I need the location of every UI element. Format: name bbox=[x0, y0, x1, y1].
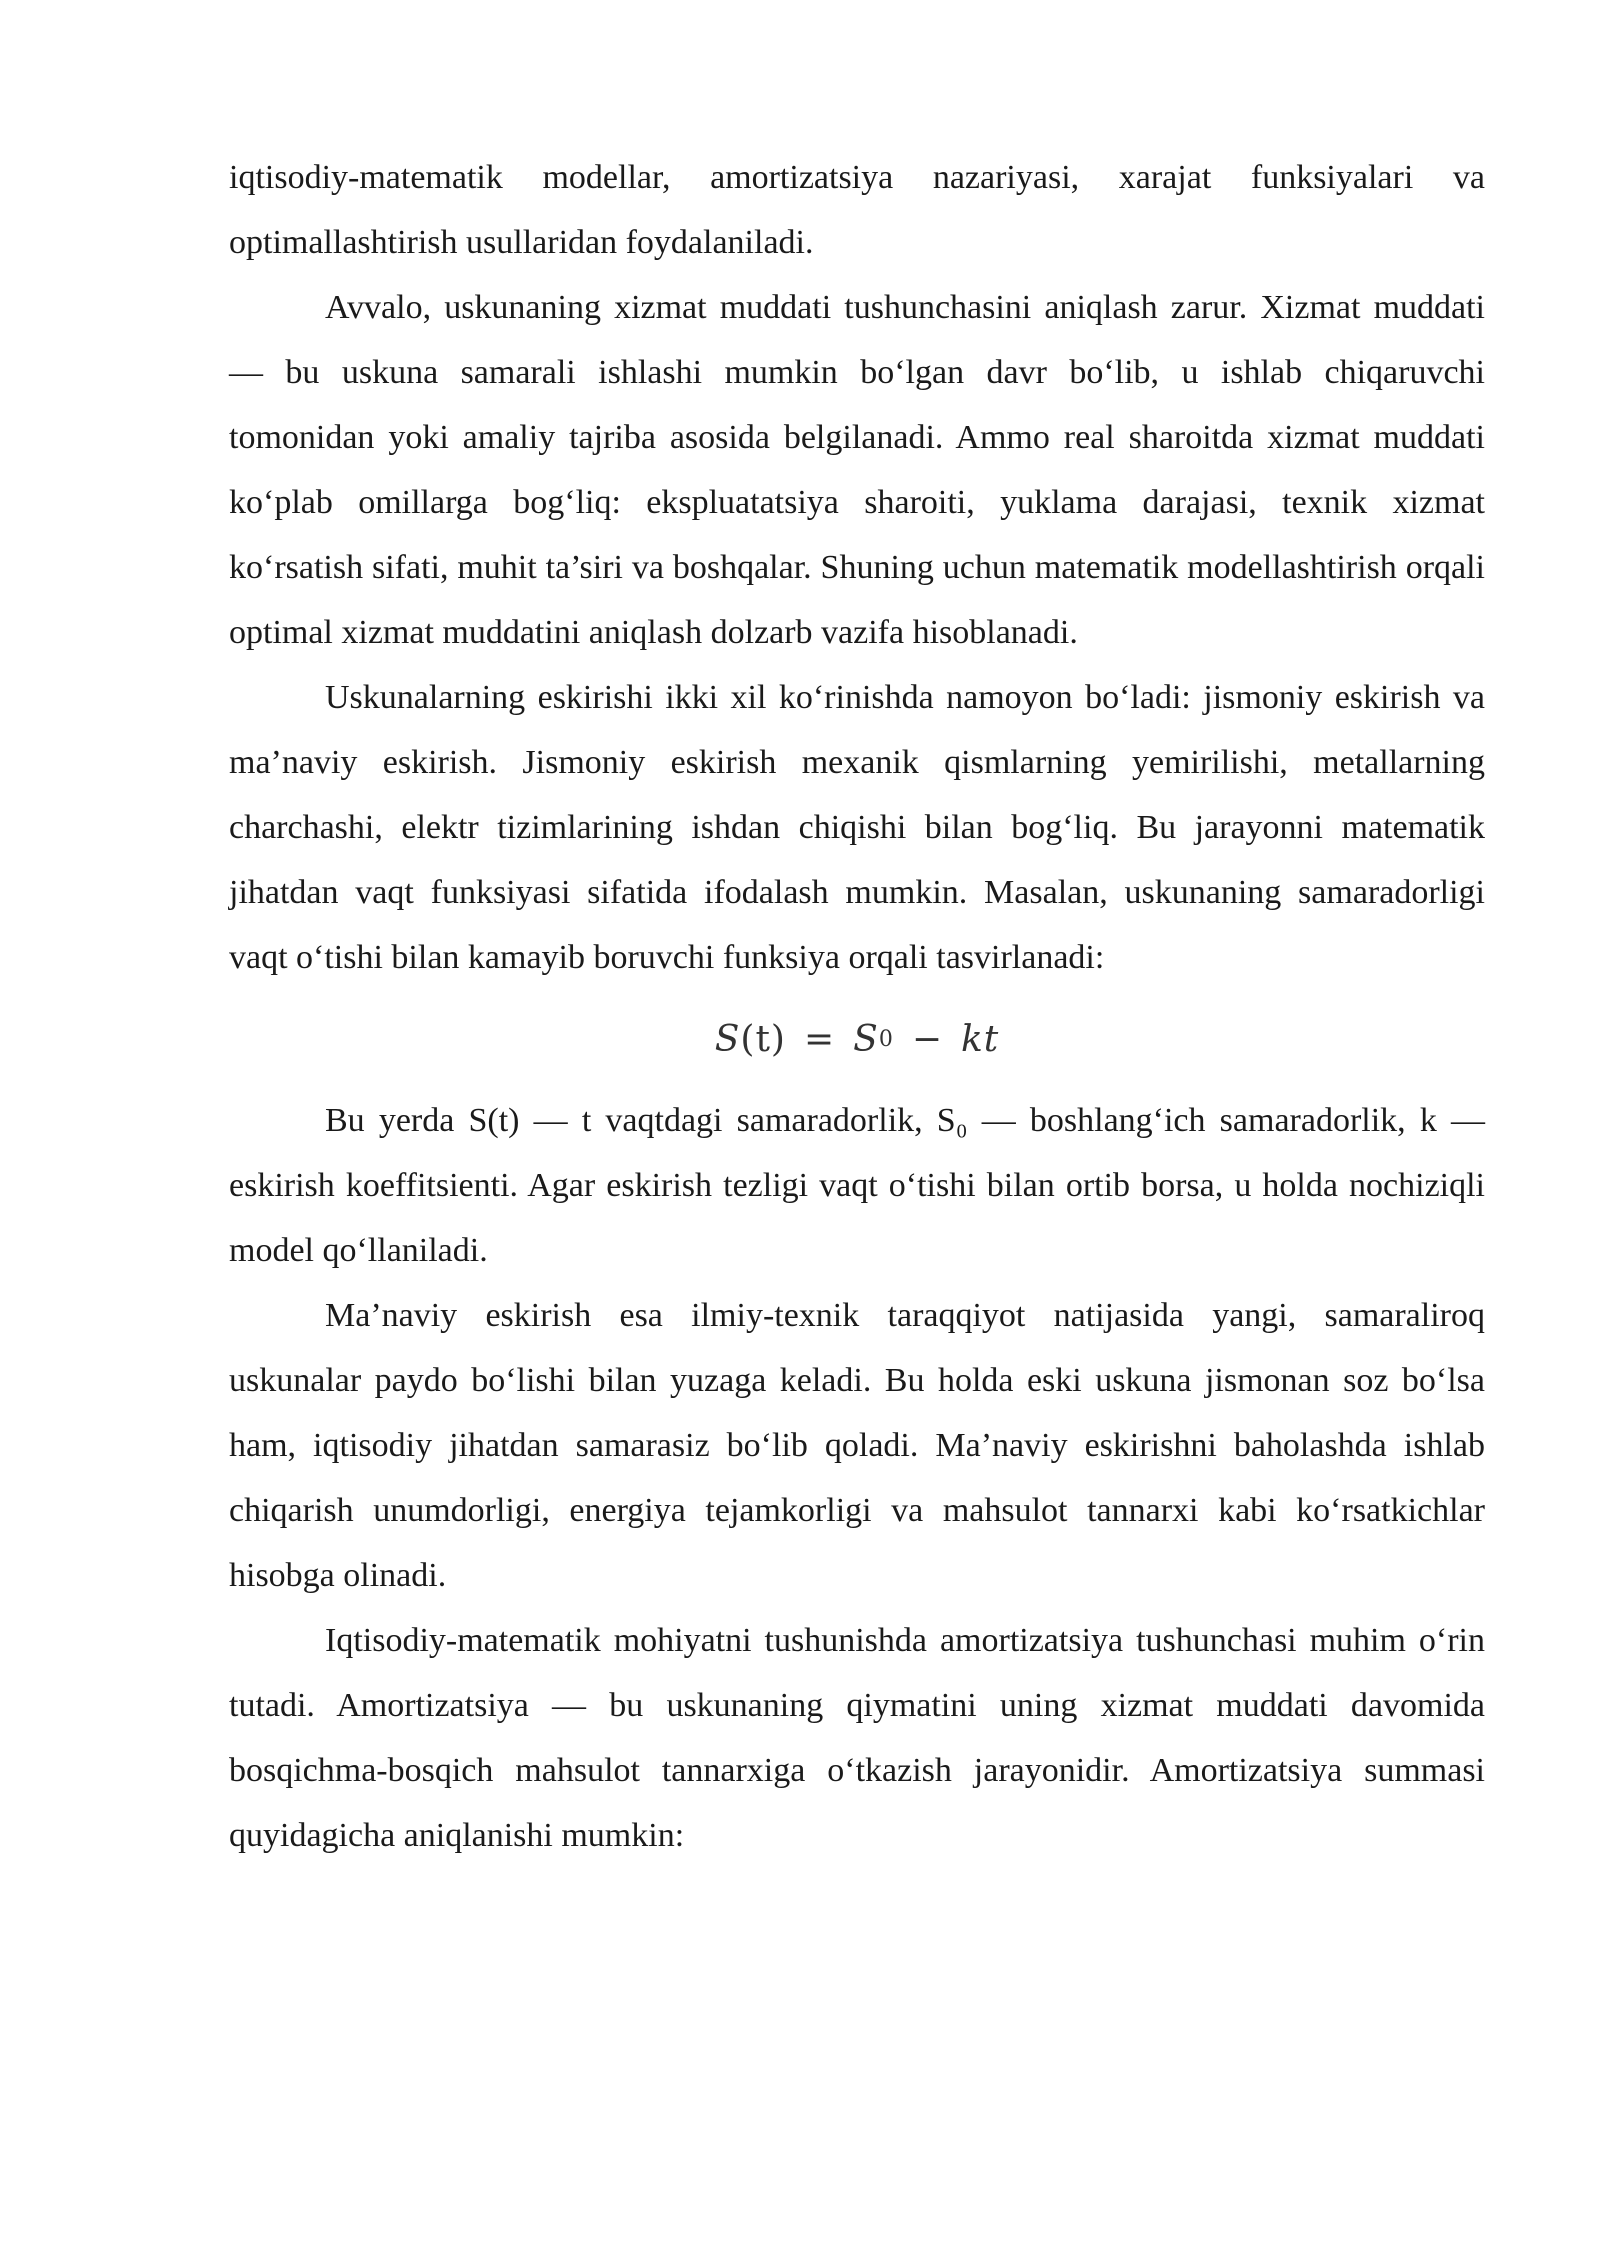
paragraph-wear-types: Uskunalarning eskirishi ikki xil ko‘rinishda namoyon bo‘ladi: jismoniy eskirish va ma’naviy eskirish. Jismoniy eskirish mexanik qismlarning yemirilishi, metallarning charchashi, elektr tizimlarining ishdan chiqishi bilan bog‘liq. Bu jarayonni matematik jihatdan vaqt funksiyasi sifatida ifodalash mumkin. Masalan, uskunaning samaradorligi vaqt o‘tishi bilan kamayib boruvchi funksiya orqali tasvirlanadi: bbox=[229, 679, 1485, 976]
formula-lhs-arg: (t) bbox=[740, 1018, 786, 1060]
formula-rhs-subscript: 0 bbox=[878, 1026, 894, 1052]
formula-equals: = bbox=[803, 1018, 836, 1060]
paragraph-service-life: Avvalo, uskunaning xizmat muddati tushunchasini aniqlash zarur. Xizmat muddati — bu uskuna samarali ishlashi mumkin bo‘lgan davr bo‘lib, u ishlab chiqaruvchi tomonidan yoki amaliy tajriba asosida belgilanadi. Ammo real sharoitda xizmat muddati ko‘plab omillarga bog‘liq: ekspluatatsiya sharoiti, yuklama darajasi, texnik xizmat ko‘rsatish sifati, muhit ta’siri va boshqalar. Shuning uchun matematik modellashtirish orqali optimal xizmat muddatini aniqlash dolzarb vazifa hisoblanadi. bbox=[229, 289, 1485, 651]
formula-lhs-symbol: S bbox=[714, 1018, 741, 1060]
body-text bbox=[229, 145, 1485, 1868]
formula-minus: − bbox=[911, 1018, 943, 1060]
paragraph-formula-explanation: Bu yerda S(t) — t vaqtdagi samaradorlik, S₀ — boshlang‘ich samaradorlik, k — eskirish koeffitsienti. Agar eskirish tezligi vaqt o‘tishi bilan ortib borsa, u holda nochiziqli model qo‘llaniladi. bbox=[229, 1102, 1485, 1269]
formula-rhs-symbol: S bbox=[853, 1018, 879, 1060]
paragraph-amortization: Iqtisodiy-matematik mohiyatni tushunishda amortizatsiya tushunchasi muhim o‘rin tutadi. Amortizatsiya — bu uskunaning qiymatini uning xizmat muddati davomida bosqichma-bosqich mahsulot tannarxiga o‘tkazish jarayonidir. Amortizatsiya summasi quyidagicha aniqlanishi mumkin: bbox=[229, 1622, 1485, 1854]
paragraph-continuation: iqtisodiy-matematik modellar, amortizatsiya nazariyasi, xarajat funksiyalari va optimallashtirish usullaridan foydalaniladi. bbox=[229, 159, 1485, 261]
efficiency-formula bbox=[229, 990, 1485, 1088]
paragraph-moral-wear: Ma’naviy eskirish esa ilmiy-texnik taraqqiyot natijasida yangi, samaraliroq uskunalar paydo bo‘lishi bilan yuzaga keladi. Bu holda eski uskuna jismonan soz bo‘lsa ham, iqtisodiy jihatdan samarasiz bo‘lib qoladi. Ma’naviy eskirishni baholashda ishlab chiqarish unumdorligi, energiya tejamkorligi va mahsulot tannarxi kabi ko‘rsatkichlar hisobga olinadi. bbox=[229, 1297, 1485, 1594]
formula-rhs-term: kt bbox=[960, 1018, 1000, 1060]
